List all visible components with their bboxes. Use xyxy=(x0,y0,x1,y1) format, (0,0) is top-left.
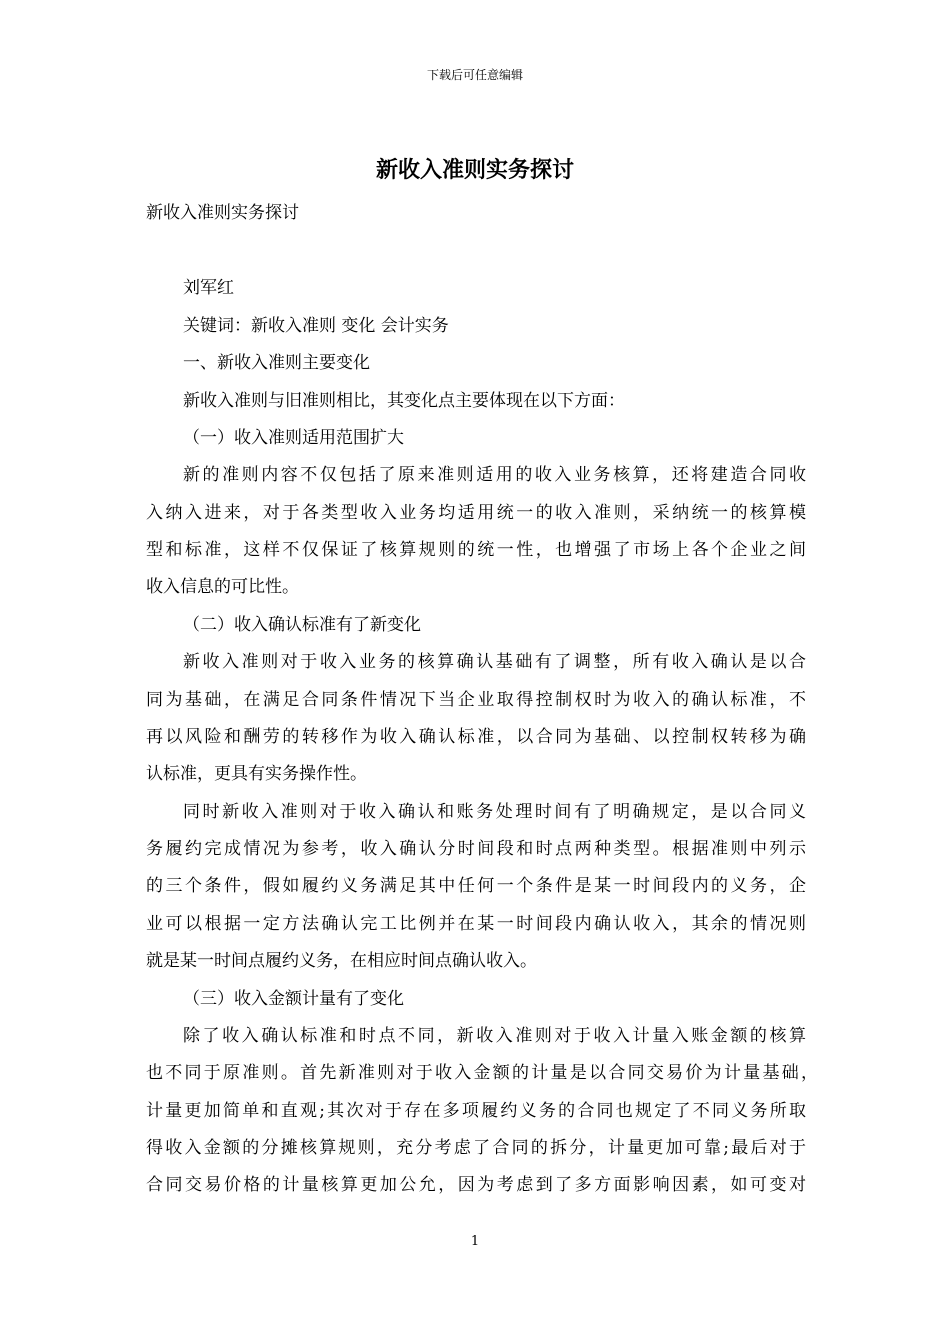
paragraph-line: 也不同于原准则。首先新准则对于收入金额的计量是以合同交易价为计量基础， xyxy=(146,1063,818,1083)
paragraph-line: 得收入金额的分摊核算规则，充分考虑了合同的拆分，计量更加可靠;最后对于 xyxy=(146,1138,806,1158)
subsection-heading-2: （二）收入确认标准有了新变化 xyxy=(183,615,421,635)
paragraph-line: 型和标准，这样不仅保证了核算规则的统一性，也增强了市场上各个企业之间 xyxy=(146,540,806,560)
section-heading-1: 一、新收入准则主要变化 xyxy=(183,353,370,373)
keywords-line: 关键词：新收入准则 变化 会计实务 xyxy=(183,316,449,336)
page-header-note: 下载后可任意编辑 xyxy=(426,68,523,82)
author-line: 刘军红 xyxy=(183,278,234,298)
paragraph-line: 合同交易价格的计量核算更加公允，因为考虑到了多方面影响因素，如可变对 xyxy=(146,1175,806,1195)
paragraph-line: 新收入准则对于收入业务的核算确认基础有了调整，所有收入确认是以合 xyxy=(183,652,806,672)
subsection-heading-1: （一）收入准则适用范围扩大 xyxy=(183,428,404,448)
paragraph-line: 收入信息的可比性。 xyxy=(146,577,299,597)
document-title: 新收入准则实务探讨 xyxy=(375,157,574,183)
paragraph-line: 就是某一时间点履约义务，在相应时间点确认收入。 xyxy=(146,951,537,971)
paragraph-line: 新的准则内容不仅包括了原来准则适用的收入业务核算，还将建造合同收 xyxy=(183,465,806,485)
paragraph-line: 务履约完成情况为参考，收入确认分时间段和时点两种类型。根据准则中列示 xyxy=(146,839,806,859)
paragraph-line: 入纳入进来，对于各类型收入业务均适用统一的收入准则，采纳统一的核算模 xyxy=(146,503,806,523)
paragraph-line: 认标准，更具有实务操作性。 xyxy=(146,764,367,784)
subsection-heading-3: （三）收入金额计量有了变化 xyxy=(183,989,404,1009)
paragraph-line: 业可以根据一定方法确认完工比例并在某一时间段内确认收入，其余的情况则 xyxy=(146,914,806,934)
subtitle-line: 新收入准则实务探讨 xyxy=(146,203,299,223)
paragraph-line: 除了收入确认标准和时点不同，新收入准则对于收入计量入账金额的核算 xyxy=(183,1026,806,1046)
page-number: 1 xyxy=(470,1234,480,1249)
paragraph-line: 再以风险和酬劳的转移作为收入确认标准，以合同为基础、以控制权转移为确 xyxy=(146,727,806,747)
paragraph-line: 同为基础，在满足合同条件情况下当企业取得控制权时为收入的确认标准，不 xyxy=(146,690,806,710)
paragraph-line: 新收入准则与旧准则相比，其变化点主要体现在以下方面： xyxy=(183,391,625,411)
paragraph-line: 计量更加简单和直观;其次对于存在多项履约义务的合同也规定了不同义务所取 xyxy=(146,1101,806,1121)
paragraph-line: 的三个条件，假如履约义务满足其中任何一个条件是某一时间段内的义务，企 xyxy=(146,876,806,896)
paragraph-line: 同时新收入准则对于收入确认和账务处理时间有了明确规定，是以合同义 xyxy=(183,802,806,822)
